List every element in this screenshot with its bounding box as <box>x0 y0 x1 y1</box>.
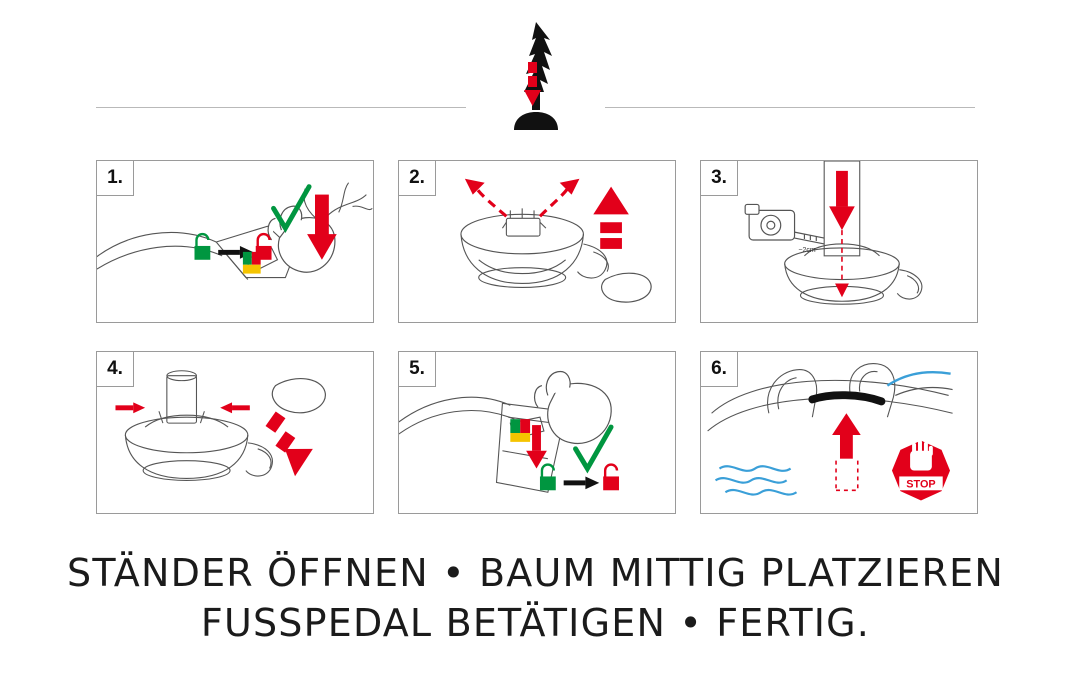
tape-measure-icon <box>745 204 794 240</box>
arrow-open-left-icon <box>477 189 507 217</box>
caption-line-2: FUSSPEDAL BETÄTIGEN • FERTIG. <box>200 601 871 646</box>
padlock-open-green-icon <box>195 234 211 260</box>
step-panel-1 <box>96 160 374 323</box>
arrow-down-right-red-dashed-icon <box>266 411 313 478</box>
step-number-1: 1. <box>97 161 134 196</box>
step-4-illustration <box>97 352 373 513</box>
water-lines <box>716 466 797 494</box>
caption-line-1: STÄNDER ÖFFNEN • BAUM MITTIG PLATZIEREN <box>67 551 1004 595</box>
arrow-up-red-icon <box>832 413 861 458</box>
step-panel-2 <box>398 160 676 323</box>
step-2-illustration <box>399 161 675 322</box>
step-3-illustration <box>701 161 977 322</box>
step-number-2: 2. <box>399 161 436 196</box>
step-panel-5 <box>398 351 676 514</box>
step-number-5: 5. <box>399 352 436 387</box>
stop-label: STOP <box>906 478 936 491</box>
arrow-up-red-dashed-icon <box>593 187 629 249</box>
step-panel-3 <box>700 160 978 323</box>
stop-sign-icon <box>890 439 951 502</box>
caption <box>0 548 1071 648</box>
step-5-illustration <box>399 352 675 513</box>
step-panel-4 <box>96 351 374 514</box>
step-1-illustration <box>97 161 373 322</box>
christmas-tree-in-stand-logo <box>466 18 606 138</box>
header-divider-left <box>96 107 466 108</box>
step-number-3: 3. <box>701 161 738 196</box>
arrow-open-right-icon <box>540 189 568 217</box>
trunk-band <box>812 395 881 401</box>
step-panel-6 <box>700 351 978 514</box>
step-6-illustration <box>701 352 977 513</box>
step-number-4: 4. <box>97 352 134 387</box>
header <box>0 0 1071 150</box>
padlock-closed-red-icon <box>603 465 619 491</box>
padlock-open-green-icon <box>540 465 556 491</box>
header-divider-right <box>605 107 975 108</box>
arrow-inward-right-icon <box>220 402 250 413</box>
step-number-6: 6. <box>701 352 738 387</box>
measure-label: ~2cm <box>798 246 816 254</box>
arrow-green-to-red-icon <box>564 476 600 489</box>
arrow-down-trunk-icon <box>829 171 855 230</box>
arrow-inward-left-icon <box>115 402 145 413</box>
steps-grid <box>96 160 978 520</box>
